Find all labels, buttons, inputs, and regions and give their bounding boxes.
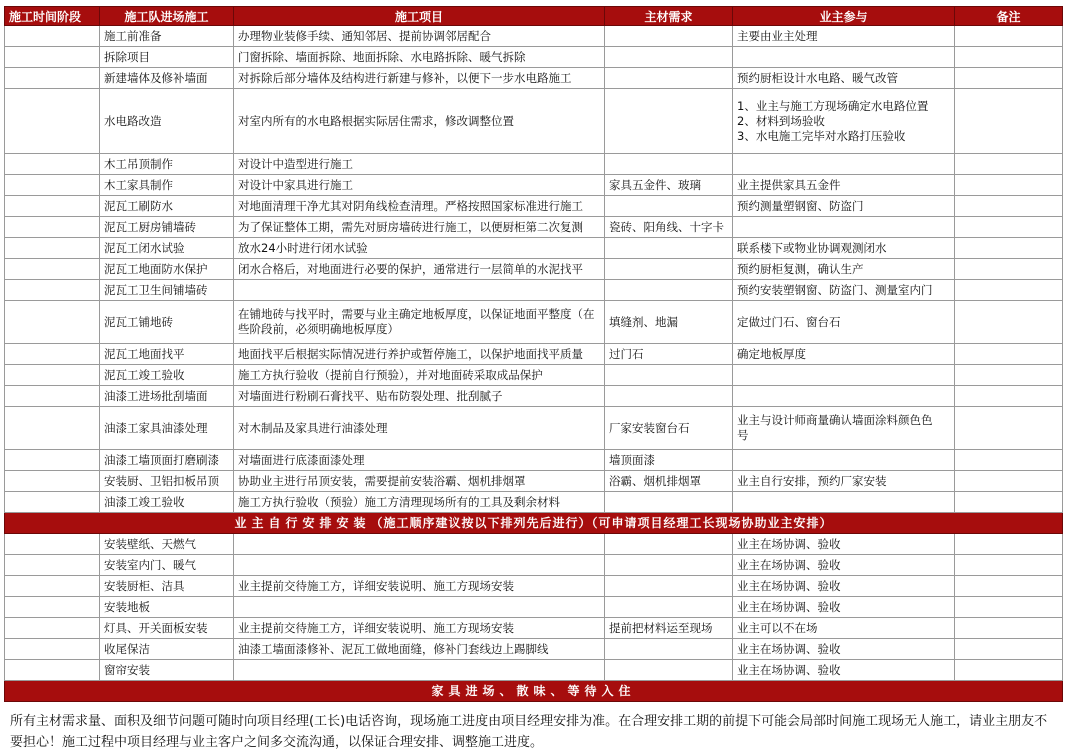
owner-cell	[733, 47, 955, 68]
material-cell: 厂家安装窗台石	[605, 407, 733, 450]
team-cell: 安装壁纸、天燃气	[100, 534, 234, 555]
owner-cell-line: 业主与设计师商量确认墙面涂料颜色色	[737, 413, 933, 427]
material-cell	[605, 660, 733, 681]
stage-cell	[5, 68, 100, 89]
owner-cell-line: 3、水电施工完毕对水路打压验收	[737, 128, 906, 143]
note-cell	[955, 196, 1063, 217]
owner-cell: 业主在场协调、验收	[733, 597, 955, 618]
project-cell: 对设计中家具进行施工	[234, 175, 605, 196]
move-in-band-text: 家具进场、散味、等待入住	[431, 683, 636, 698]
owner-cell: 定做过门石、窗台石	[733, 301, 955, 344]
project-cell: 对墙面进行底漆面漆处理	[234, 450, 605, 471]
team-cell: 泥瓦工刷防水	[100, 196, 234, 217]
owner-cell: 业主在场协调、验收	[733, 534, 955, 555]
team-cell: 泥瓦工竣工验收	[100, 365, 234, 386]
material-cell	[605, 576, 733, 597]
table-row	[5, 68, 1063, 89]
owner-cell: 预约安装塑钢窗、防盗门、测量室内门	[733, 280, 955, 301]
note-cell	[955, 618, 1063, 639]
note-cell	[955, 407, 1063, 450]
team-cell: 水电路改造	[100, 89, 234, 154]
table-row	[5, 534, 1063, 555]
project-cell: 施工方执行验收（预验）施工方清理现场所有的工具及剩余材料	[234, 492, 605, 513]
project-cell	[234, 301, 605, 344]
owner-cell	[733, 217, 955, 238]
material-cell	[605, 597, 733, 618]
table-row	[5, 89, 1063, 154]
material-cell	[605, 259, 733, 280]
project-cell: 为了保证整体工期，需先对厨房墙砖进行施工，以便厨柜第二次复测	[234, 217, 605, 238]
material-cell	[605, 555, 733, 576]
project-cell-line: 在铺地砖与找平时，需要与业主确定地板厚度，以保证地面平整度（在	[238, 307, 595, 321]
stage-cell	[5, 534, 100, 555]
table-header-row	[5, 7, 1063, 26]
owner-cell	[733, 492, 955, 513]
stage-cell	[5, 154, 100, 175]
note-cell	[955, 534, 1063, 555]
owner-cell: 业主在场协调、验收	[733, 555, 955, 576]
project-cell: 对木制品及家具进行油漆处理	[234, 407, 605, 450]
owner-cell-line: 号	[737, 428, 749, 442]
owner-cell: 联系楼下或物业协调观测闭水	[733, 238, 955, 259]
stage-cell	[5, 365, 100, 386]
team-cell: 安装厨、卫铝扣板吊顶	[100, 471, 234, 492]
material-cell	[605, 154, 733, 175]
stage-cell	[5, 26, 100, 47]
material-cell	[605, 26, 733, 47]
table-row	[5, 555, 1063, 576]
project-cell	[234, 280, 605, 301]
material-cell: 填缝剂、地漏	[605, 301, 733, 344]
material-cell	[605, 47, 733, 68]
team-cell: 灯具、开关面板安装	[100, 618, 234, 639]
team-cell: 安装地板	[100, 597, 234, 618]
team-cell: 泥瓦工卫生间铺墙砖	[100, 280, 234, 301]
construction-phase-rows	[5, 26, 1063, 513]
note-cell	[955, 280, 1063, 301]
move-in-band	[5, 681, 1063, 702]
project-cell: 对室内所有的水电路根据实际居住需求，修改调整位置	[234, 89, 605, 154]
stage-cell	[5, 639, 100, 660]
team-cell: 施工前准备	[100, 26, 234, 47]
material-cell	[605, 280, 733, 301]
header-owner: 业主参与	[733, 7, 955, 26]
material-cell	[605, 238, 733, 259]
stage-cell	[5, 301, 100, 344]
team-cell: 油漆工家具油漆处理	[100, 407, 234, 450]
material-cell	[605, 89, 733, 154]
owner-cell: 业主可以不在场	[733, 618, 955, 639]
owner-cell: 主要由业主处理	[733, 26, 955, 47]
material-cell: 提前把材料运至现场	[605, 618, 733, 639]
owner-cell: 确定地板厚度	[733, 344, 955, 365]
stage-cell	[5, 259, 100, 280]
table-row	[5, 280, 1063, 301]
stage-cell	[5, 196, 100, 217]
header-project: 施工项目	[234, 7, 605, 26]
material-cell	[605, 492, 733, 513]
note-cell	[955, 89, 1063, 154]
note-cell	[955, 344, 1063, 365]
band-main-text: 业主自行安排安装	[234, 515, 371, 530]
material-cell: 瓷砖、阳角线、十字卡	[605, 217, 733, 238]
table-row	[5, 175, 1063, 196]
owner-cell	[733, 365, 955, 386]
team-cell: 泥瓦工闭水试验	[100, 238, 234, 259]
team-cell: 收尾保洁	[100, 639, 234, 660]
project-cell: 对拆除后部分墙体及结构进行新建与修补，以便下一步水电路施工	[234, 68, 605, 89]
stage-cell	[5, 492, 100, 513]
table-row	[5, 217, 1063, 238]
team-cell: 泥瓦工厨房铺墙砖	[100, 217, 234, 238]
note-cell	[955, 597, 1063, 618]
owner-cell: 预约厨柜设计水电路、暖气改管	[733, 68, 955, 89]
table-row	[5, 154, 1063, 175]
table-row	[5, 196, 1063, 217]
owner-cell: 业主自行安排，预约厂家安装	[733, 471, 955, 492]
project-cell: 办理物业装修手续、通知邻居、提前协调邻居配合	[234, 26, 605, 47]
stage-cell	[5, 175, 100, 196]
owner-cell: 业主在场协调、验收	[733, 660, 955, 681]
project-cell: 闭水合格后，对地面进行必要的保护，通常进行一层简单的水泥找平	[234, 259, 605, 280]
footer-note: 所有主材需求量、面积及细节问题可随时向项目经理(工长)电话咨询，现场施工进度由项目经理安排为准。在合理安排工期的前提下可能会局部时间施工现场无人施工，请业主朋友不要担心！施工过程中项目经理与业主客户之间多交流沟通，以保证合理安排、调整施工进度。	[10, 714, 1048, 750]
stage-cell	[5, 555, 100, 576]
note-cell	[955, 386, 1063, 407]
project-cell	[234, 660, 605, 681]
table-row	[5, 386, 1063, 407]
note-cell	[955, 154, 1063, 175]
note-cell	[955, 555, 1063, 576]
stage-cell	[5, 618, 100, 639]
note-cell	[955, 26, 1063, 47]
material-cell	[605, 639, 733, 660]
material-cell	[605, 386, 733, 407]
table-row	[5, 660, 1063, 681]
material-cell: 浴霸、烟机排烟罩	[605, 471, 733, 492]
stage-cell	[5, 47, 100, 68]
project-cell	[234, 597, 605, 618]
owner-install-rows	[5, 534, 1063, 681]
note-cell	[955, 365, 1063, 386]
table-row	[5, 238, 1063, 259]
project-cell	[234, 555, 605, 576]
table-row	[5, 26, 1063, 47]
stage-cell	[5, 597, 100, 618]
owner-cell-line: 2、材料到场验收	[737, 113, 825, 128]
team-cell: 木工吊顶制作	[100, 154, 234, 175]
note-cell	[955, 576, 1063, 597]
owner-cell-line: 1、业主与施工方现场确定水电路位置	[737, 98, 929, 113]
move-in-band-cell	[5, 681, 1063, 702]
material-cell	[605, 68, 733, 89]
header-stage: 施工时间阶段	[5, 7, 100, 26]
stage-cell	[5, 471, 100, 492]
team-cell: 新建墙体及修补墙面	[100, 68, 234, 89]
project-cell: 地面找平后根据实际情况进行养护或暂停施工，以保护地面找平质量	[234, 344, 605, 365]
project-cell: 油漆工墙面漆修补、泥瓦工做地面缝，修补门套线边上踢脚线	[234, 639, 605, 660]
owner-cell: 业主在场协调、验收	[733, 639, 955, 660]
owner-cell: 业主提供家具五金件	[733, 175, 955, 196]
table-row	[5, 618, 1063, 639]
table-row	[5, 471, 1063, 492]
owner-cell	[733, 386, 955, 407]
owner-cell	[733, 89, 955, 154]
project-cell-line: 些阶段前，必须明确地板厚度）	[238, 322, 399, 336]
stage-cell	[5, 238, 100, 259]
stage-cell	[5, 386, 100, 407]
table-row	[5, 259, 1063, 280]
project-cell: 门窗拆除、墙面拆除、地面拆除、水电路拆除、暖气拆除	[234, 47, 605, 68]
stage-cell	[5, 576, 100, 597]
note-cell	[955, 259, 1063, 280]
team-cell: 泥瓦工铺地砖	[100, 301, 234, 344]
note-cell	[955, 492, 1063, 513]
owner-cell: 业主在场协调、验收	[733, 576, 955, 597]
note-cell	[955, 639, 1063, 660]
project-cell: 业主提前交待施工方，详细安装说明、施工方现场安装	[234, 618, 605, 639]
team-cell: 拆除项目	[100, 47, 234, 68]
construction-schedule-table	[4, 6, 1063, 702]
material-cell	[605, 534, 733, 555]
stage-cell	[5, 89, 100, 154]
owner-cell	[733, 154, 955, 175]
band-note-text: （施工顺序建议按以下排列先后进行）（可申请项目经理工长现场协助业主安排）	[370, 515, 833, 530]
team-cell: 泥瓦工地面防水保护	[100, 259, 234, 280]
material-cell	[605, 365, 733, 386]
note-cell	[955, 175, 1063, 196]
note-cell	[955, 68, 1063, 89]
project-cell: 业主提前交待施工方，详细安装说明、施工方现场安装	[234, 576, 605, 597]
team-cell: 窗帘安装	[100, 660, 234, 681]
stage-cell	[5, 217, 100, 238]
project-cell: 对设计中造型进行施工	[234, 154, 605, 175]
stage-cell	[5, 660, 100, 681]
team-cell: 油漆工竣工验收	[100, 492, 234, 513]
note-cell	[955, 660, 1063, 681]
project-cell: 对地面清理干净尤其对阴角线检查清理。严格按照国家标准进行施工	[234, 196, 605, 217]
note-cell	[955, 217, 1063, 238]
note-cell	[955, 471, 1063, 492]
header-note: 备注	[955, 7, 1063, 26]
owner-cell: 预约厨柜复测，确认生产	[733, 259, 955, 280]
header-material: 主材需求	[605, 7, 733, 26]
project-cell: 放水24小时进行闭水试验	[234, 238, 605, 259]
team-cell: 安装厨柜、洁具	[100, 576, 234, 597]
stage-cell	[5, 450, 100, 471]
table-row	[5, 450, 1063, 471]
team-cell: 安装室内门、暖气	[100, 555, 234, 576]
table-row	[5, 639, 1063, 660]
project-cell: 协助业主进行吊顶安装，需要提前安装浴霸、烟机排烟罩	[234, 471, 605, 492]
table-row	[5, 492, 1063, 513]
material-cell: 家具五金件、玻璃	[605, 175, 733, 196]
project-cell	[234, 534, 605, 555]
team-cell: 泥瓦工地面找平	[100, 344, 234, 365]
owner-cell	[733, 407, 955, 450]
owner-cell	[733, 450, 955, 471]
table-row	[5, 365, 1063, 386]
table-row	[5, 597, 1063, 618]
material-cell	[605, 196, 733, 217]
stage-cell	[5, 344, 100, 365]
table-row	[5, 344, 1063, 365]
owner-install-band-cell	[5, 513, 1063, 534]
note-cell	[955, 301, 1063, 344]
note-cell	[955, 238, 1063, 259]
stage-cell	[5, 280, 100, 301]
table-row	[5, 407, 1063, 450]
material-cell: 过门石	[605, 344, 733, 365]
table-row	[5, 576, 1063, 597]
table-row	[5, 47, 1063, 68]
owner-install-band	[5, 513, 1063, 534]
note-cell	[955, 47, 1063, 68]
material-cell: 墙顶面漆	[605, 450, 733, 471]
note-cell	[955, 450, 1063, 471]
project-cell: 对墙面进行粉刷石膏找平、贴布防裂处理、批刮腻子	[234, 386, 605, 407]
project-cell: 施工方执行验收（提前自行预验），并对地面砖采取成品保护	[234, 365, 605, 386]
team-cell: 木工家具制作	[100, 175, 234, 196]
team-cell: 油漆工墙顶面打磨刷漆	[100, 450, 234, 471]
owner-cell: 预约测量塑钢窗、防盗门	[733, 196, 955, 217]
team-cell: 油漆工进场批刮墙面	[100, 386, 234, 407]
header-team: 施工队进场施工	[100, 7, 234, 26]
stage-cell	[5, 407, 100, 450]
table-row	[5, 301, 1063, 344]
